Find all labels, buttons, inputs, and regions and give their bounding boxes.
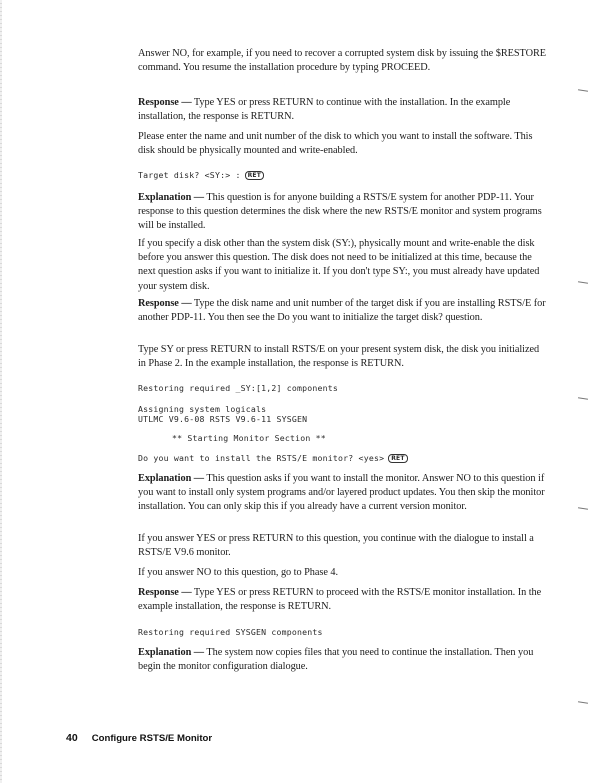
page-number: 40 [66,732,78,744]
margin-mark [578,701,588,703]
explanation-paragraph-2 [138,472,548,515]
explanation-text: This question asks if you want to install the monitor. Answer NO to this question if you want to install only system programs and/or layered product updates. You then skip the monitor installation. You can only skip this if you already have a current version monitor. [138,473,545,513]
page-edge [0,0,2,783]
response-lead: Response — [138,587,192,598]
ret-key-icon: RET [388,454,407,463]
explanation-paragraph-3 [138,646,548,674]
response-text: Type YES or press RETURN to proceed with the RSTS/E monitor installation. In the example installation, the response is RETURN. [138,587,542,613]
response-paragraph-3 [138,586,548,614]
response-paragraph-2 [138,297,548,325]
response-lead: Response — [138,97,192,108]
explanation-lead: Explanation — [138,192,205,203]
no-paragraph: If you answer NO to this question, go to Phase 4. [138,567,339,578]
response-lead: Response — [138,298,192,309]
page-footer [66,732,212,744]
terminal-restoring-2: Restoring required SYSGEN components [138,627,323,637]
terminal-utlmc: UTLMC V9.6-08 RSTS V9.6-11 SYSGEN [138,414,308,424]
margin-mark [578,507,588,509]
terminal-install-prompt: Do you want to install the RSTS/E monitor? <yes> RET [138,453,408,463]
terminal-target-disk: Target disk? <SY:> : RET [138,170,264,180]
explanation-lead: Explanation — [138,473,205,484]
response-paragraph-1 [138,96,548,124]
terminal-assigning: Assigning system logicals [138,404,267,414]
intro-paragraph: Answer NO, for example, if you need to recover a corrupted system disk by issuing the $RESTORE command. You resume the installation procedure by typing PROCEED. [138,48,547,74]
response-text: Type YES or press RETURN to continue with the installation. In the example installation, the response is RETURN. [138,97,511,123]
system-disk-paragraph: If you specify a disk other than the system disk (SY:), physically mount and write-enable the disk before you answer this question. The disk does not need to be initialized at this time, because the next question asks if you want to initialize it. If you don't type SY:, you must already have updated your system disk. [138,238,540,292]
response-text: Type the disk name and unit number of the target disk if you are installing RSTS/E for another PDP-11. You then see the Do you want to initialize the target disk? question. [138,298,546,324]
type-sy-paragraph: Type SY or press RETURN to install RSTS/E on your present system disk, the disk you initialized in Phase 2. In the example installation, the response is RETURN. [138,344,540,370]
ret-key-icon: RET [245,171,264,180]
margin-mark [578,397,588,399]
margin-mark [578,281,588,283]
explanation-lead: Explanation — [138,647,205,658]
disk-prompt-paragraph: Please enter the name and unit number of the disk to which you want to install the software. This disk should be physically mounted and write-enabled. [138,131,533,157]
footer-title: Configure RSTS/E Monitor [91,733,213,744]
explanation-text: This question is for anyone building a RSTS/E system for another PDP-11. Your response to this question determines the disk where the new RSTS/E monitor and system programs will be installed. [138,192,542,232]
explanation-paragraph-1 [138,191,548,234]
explanation-text: The system now copies files that you need to continue the installation. Then you begin the monitor configuration dialogue. [138,647,534,673]
margin-mark [578,89,588,91]
terminal-restoring-1: Restoring required _SY:[1,2] components [138,383,339,393]
yes-paragraph: If you answer YES or press RETURN to this question, you continue with the dialogue to install a RSTS/E V9.6 monitor. [138,533,534,559]
terminal-starting: ** Starting Monitor Section ** [172,433,326,443]
